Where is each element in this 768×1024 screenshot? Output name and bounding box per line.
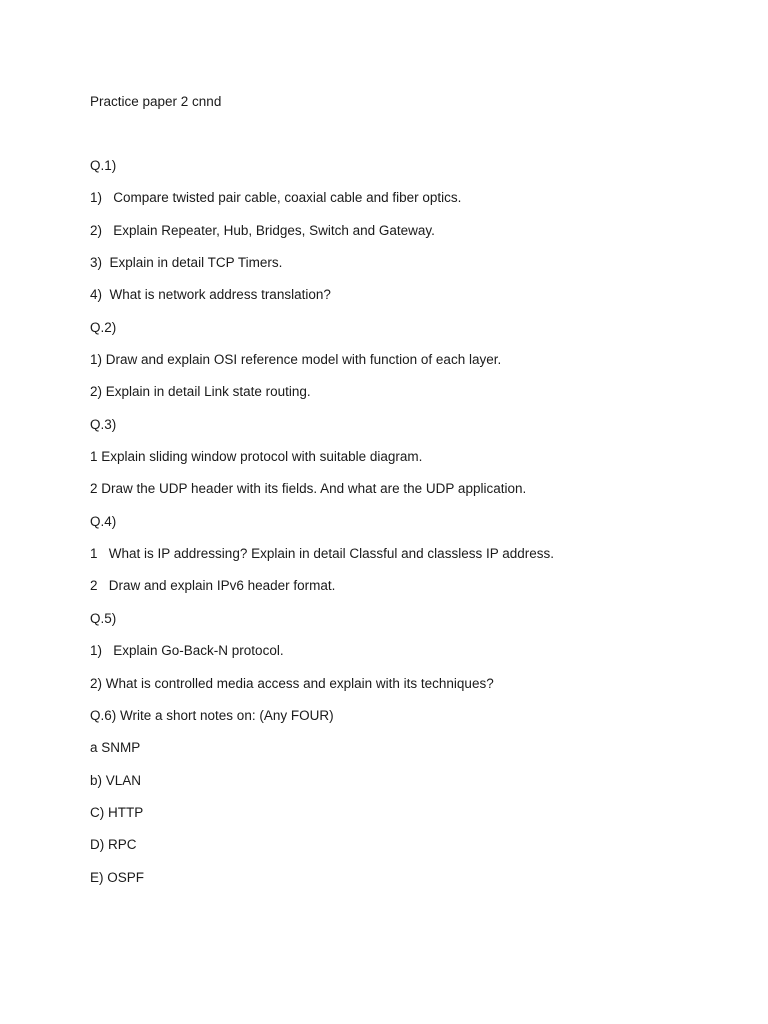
question-list bbox=[90, 157, 554, 901]
question-item: 2) Explain Repeater, Hub, Bridges, Switch and Gateway. bbox=[90, 222, 435, 238]
section-heading-q3: Q.3) bbox=[90, 416, 117, 432]
section-heading-q4: Q.4) bbox=[90, 513, 117, 529]
question-item: 1) Draw and explain OSI reference model with function of each layer. bbox=[90, 352, 502, 368]
question-item: 1) Compare twisted pair cable, coaxial cable and fiber optics. bbox=[90, 190, 462, 206]
short-note-item: a SNMP bbox=[90, 740, 141, 756]
question-item: 2) Explain in detail Link state routing. bbox=[90, 384, 311, 400]
question-item: 2 Draw and explain IPv6 header format. bbox=[90, 578, 336, 594]
question-item: 1) Explain Go-Back-N protocol. bbox=[90, 643, 284, 659]
section-heading-q5: Q.5) bbox=[90, 610, 117, 626]
short-note-item: D) RPC bbox=[90, 837, 137, 853]
section-heading-q6: Q.6) Write a short notes on: (Any FOUR) bbox=[90, 707, 334, 723]
question-item: 2) What is controlled media access and explain with its techniques? bbox=[90, 675, 494, 691]
question-item: 4) What is network address translation? bbox=[90, 287, 331, 303]
question-item: 1 What is IP addressing? Explain in detail Classful and classless IP address. bbox=[90, 546, 554, 562]
section-heading-q1: Q.1) bbox=[90, 158, 117, 173]
section-heading-q2: Q.2) bbox=[90, 319, 117, 335]
question-item: 2 Draw the UDP header with its fields. And what are the UDP application. bbox=[90, 481, 527, 497]
document-title: Practice paper 2 cnnd bbox=[90, 94, 222, 109]
short-note-item: b) VLAN bbox=[90, 772, 142, 788]
question-item: 1 Explain sliding window protocol with suitable diagram. bbox=[90, 449, 423, 465]
question-item: 3) Explain in detail TCP Timers. bbox=[90, 255, 283, 271]
short-note-item: E) OSPF bbox=[90, 869, 145, 885]
short-note-item: C) HTTP bbox=[90, 804, 144, 820]
